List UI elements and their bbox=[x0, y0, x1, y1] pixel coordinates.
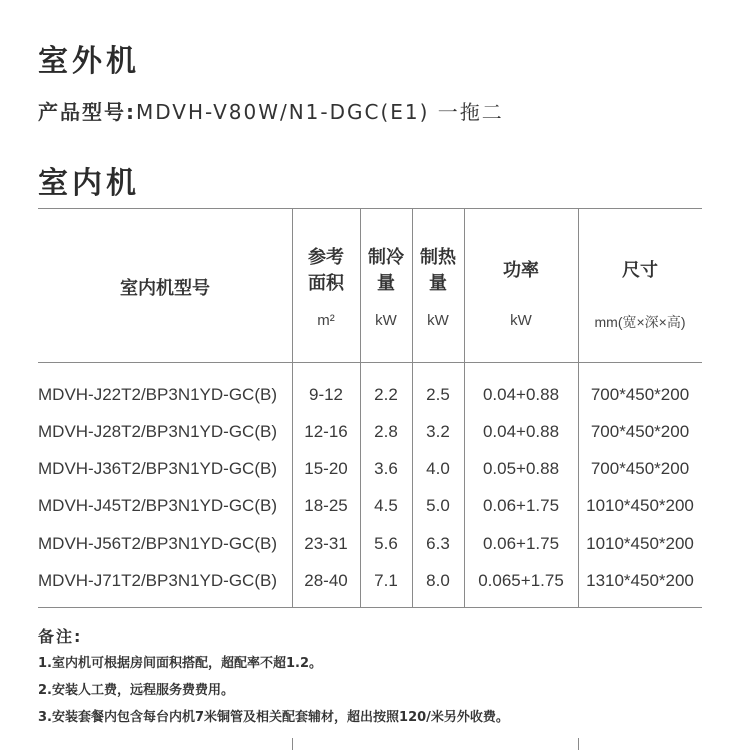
header-size-unit: mm(宽×深×高) bbox=[594, 314, 686, 330]
cell-power: 0.06+1.75 bbox=[482, 534, 560, 553]
cell-cooling: 4.5 bbox=[374, 496, 398, 515]
cell-area: 23-31 bbox=[304, 534, 348, 553]
note-item: 3.安装套餐内包含每台内机7米铜管及相关配套辅材，超出按照120/米另外收费。 bbox=[38, 710, 509, 725]
header-heat-line1: 制热 bbox=[420, 247, 456, 268]
cell-cooling: 3.6 bbox=[374, 459, 398, 478]
outdoor-unit-title: 室外机 bbox=[38, 44, 140, 79]
cell-heating: 2.5 bbox=[426, 385, 450, 404]
cell-model: MDVH-J28T2/BP3N1YD-GC(B) bbox=[38, 422, 277, 441]
header-heat-unit: kW bbox=[427, 312, 449, 329]
cell-heating: 5.0 bbox=[426, 496, 450, 515]
note-item: 2.安装人工费，远程服务费费用。 bbox=[38, 683, 234, 698]
cell-heating: 4.0 bbox=[426, 459, 450, 478]
header-size: 尺寸 bbox=[622, 260, 658, 281]
cell-model: MDVH-J71T2/BP3N1YD-GC(B) bbox=[38, 571, 277, 590]
cell-cooling: 7.1 bbox=[374, 571, 398, 590]
cell-cooling: 5.6 bbox=[374, 534, 398, 553]
cell-power: 0.06+1.75 bbox=[482, 496, 560, 515]
cell-area: 9-12 bbox=[308, 385, 344, 404]
cell-power: 0.04+0.88 bbox=[482, 422, 560, 441]
cell-area: 12-16 bbox=[304, 422, 348, 441]
cell-size: 1010*450*200 bbox=[586, 496, 694, 515]
cell-power: 0.065+1.75 bbox=[478, 571, 564, 590]
table-bottom-rule bbox=[38, 607, 702, 608]
bottom-tick bbox=[292, 738, 293, 750]
cell-size: 700*450*200 bbox=[590, 422, 690, 441]
cell-heating: 8.0 bbox=[426, 571, 450, 590]
table-header-rule bbox=[38, 362, 702, 363]
indoor-unit-title: 室内机 bbox=[38, 166, 140, 201]
header-cool-line2: 量 bbox=[377, 273, 395, 294]
cell-cooling: 2.2 bbox=[374, 385, 398, 404]
header-area-line1: 参考 bbox=[308, 247, 344, 268]
header-area-line2: 面积 bbox=[308, 273, 344, 294]
header-area-unit: m² bbox=[317, 312, 335, 329]
notes-title: 备注: bbox=[38, 627, 83, 646]
cell-power: 0.04+0.88 bbox=[482, 385, 560, 404]
cell-model: MDVH-J45T2/BP3N1YD-GC(B) bbox=[38, 496, 277, 515]
cell-heating: 3.2 bbox=[426, 422, 450, 441]
cell-size: 700*450*200 bbox=[590, 385, 690, 404]
note-item: 1.室内机可根据房间面积搭配，超配率不超1.2。 bbox=[38, 656, 323, 671]
cell-size: 1010*450*200 bbox=[586, 534, 694, 553]
header-cool-unit: kW bbox=[375, 312, 397, 329]
cell-size: 700*450*200 bbox=[590, 459, 690, 478]
model-label: 产品型号: bbox=[38, 100, 136, 124]
header-cool-line1: 制冷 bbox=[368, 247, 404, 268]
cell-area: 15-20 bbox=[304, 459, 348, 478]
bottom-tick bbox=[578, 738, 579, 750]
cell-area: 28-40 bbox=[304, 571, 348, 590]
outdoor-model-line bbox=[38, 96, 504, 125]
header-power-unit: kW bbox=[510, 312, 532, 329]
header-model: 室内机型号 bbox=[120, 278, 210, 299]
table-top-rule bbox=[38, 208, 702, 209]
cell-size: 1310*450*200 bbox=[586, 571, 694, 590]
cell-model: MDVH-J22T2/BP3N1YD-GC(B) bbox=[38, 385, 277, 404]
cell-model: MDVH-J56T2/BP3N1YD-GC(B) bbox=[38, 534, 277, 553]
header-heat-line2: 量 bbox=[429, 273, 447, 294]
cell-heating: 6.3 bbox=[426, 534, 450, 553]
cell-area: 18-25 bbox=[304, 496, 348, 515]
model-value: MDVH-V80W/N1-DGC(E1) 一拖二 bbox=[136, 100, 504, 124]
cell-cooling: 2.8 bbox=[374, 422, 398, 441]
cell-power: 0.05+0.88 bbox=[482, 459, 560, 478]
cell-model: MDVH-J36T2/BP3N1YD-GC(B) bbox=[38, 459, 277, 478]
header-power: 功率 bbox=[503, 260, 539, 281]
